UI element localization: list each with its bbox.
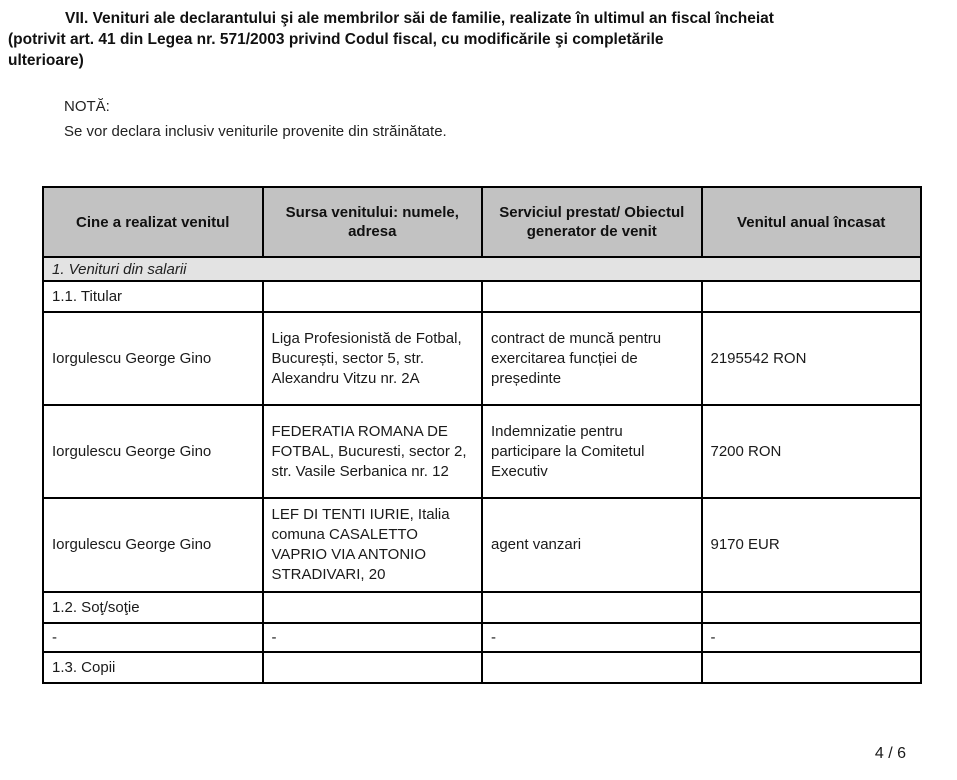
table-cell (482, 592, 702, 623)
table-cell: 1.2. Soţ/soţie (43, 592, 263, 623)
table-cell (263, 652, 483, 683)
section-label: 1. Venituri din salarii (43, 257, 921, 281)
table-cell: - (263, 623, 483, 652)
column-header-who: Cine a realizat venitul (43, 187, 263, 257)
table-cell (702, 281, 922, 312)
section-title-line-2: (potrivit art. 41 din Legea nr. 571/2003 privind Codul fiscal, cu modificările şi completările (8, 31, 664, 48)
section-title-line-3: ulterioare) (8, 52, 84, 69)
page-number: 4 / 6 (874, 745, 906, 762)
note-label: NOTĂ: (64, 98, 110, 115)
table-cell (482, 281, 702, 312)
table-row-titular (43, 281, 921, 312)
table-cell: - (43, 623, 263, 652)
table-cell: agent vanzari (482, 498, 702, 592)
note-text: Se vor declara inclusiv veniturile provenite din străinătate. (64, 123, 447, 140)
table-cell (482, 652, 702, 683)
table-cell: 9170 EUR (702, 498, 922, 592)
table-row-spouse (43, 592, 921, 623)
table-cell: 7200 RON (702, 405, 922, 498)
table-cell: 1.3. Copii (43, 652, 263, 683)
table-cell: - (482, 623, 702, 652)
table-cell (702, 652, 922, 683)
section-row-salaries (43, 257, 921, 281)
table-cell: 2195542 RON (702, 312, 922, 405)
table-header-row (43, 187, 921, 257)
table-cell: Iorgulescu George Gino (43, 405, 263, 498)
table-cell: FEDERATIA ROMANA DE FOTBAL, Bucuresti, sector 2, str. Vasile Serbanica nr. 12 (263, 405, 483, 498)
table-cell: Iorgulescu George Gino (43, 498, 263, 592)
table-cell (263, 592, 483, 623)
section-title-line-1: VII. Venituri ale declarantului şi ale membrilor săi de familie, realizate în ultimul an fiscal încheiat (65, 10, 774, 27)
table-cell: LEF DI TENTI IURIE, Italia comuna CASALETTO VAPRIO VIA ANTONIO STRADIVARI, 20 (263, 498, 483, 592)
table-cell: Indemnizatie pentru participare la Comitetul Executiv (482, 405, 702, 498)
table-cell: contract de muncă pentru exercitarea funcției de președinte (482, 312, 702, 405)
table-row-spouse-empty (43, 623, 921, 652)
note-block (64, 94, 957, 144)
table-cell: 1.1. Titular (43, 281, 263, 312)
section-title (8, 8, 929, 71)
column-header-service: Serviciul prestat/ Obiectul generator de venit (482, 187, 702, 257)
table-row-income-2 (43, 405, 921, 498)
table-cell: - (702, 623, 922, 652)
table-row-income-1 (43, 312, 921, 405)
table-cell (263, 281, 483, 312)
table-row-income-3 (43, 498, 921, 592)
column-header-annual-income: Venitul anual încasat (702, 187, 922, 257)
table-cell (702, 592, 922, 623)
table-row-children (43, 652, 921, 683)
column-header-source: Sursa venitului: numele, adresa (263, 187, 483, 257)
income-table (42, 186, 922, 684)
table-cell: Iorgulescu George Gino (43, 312, 263, 405)
table-cell: Liga Profesionistă de Fotbal, București, sector 5, str. Alexandru Vitzu nr. 2A (263, 312, 483, 405)
